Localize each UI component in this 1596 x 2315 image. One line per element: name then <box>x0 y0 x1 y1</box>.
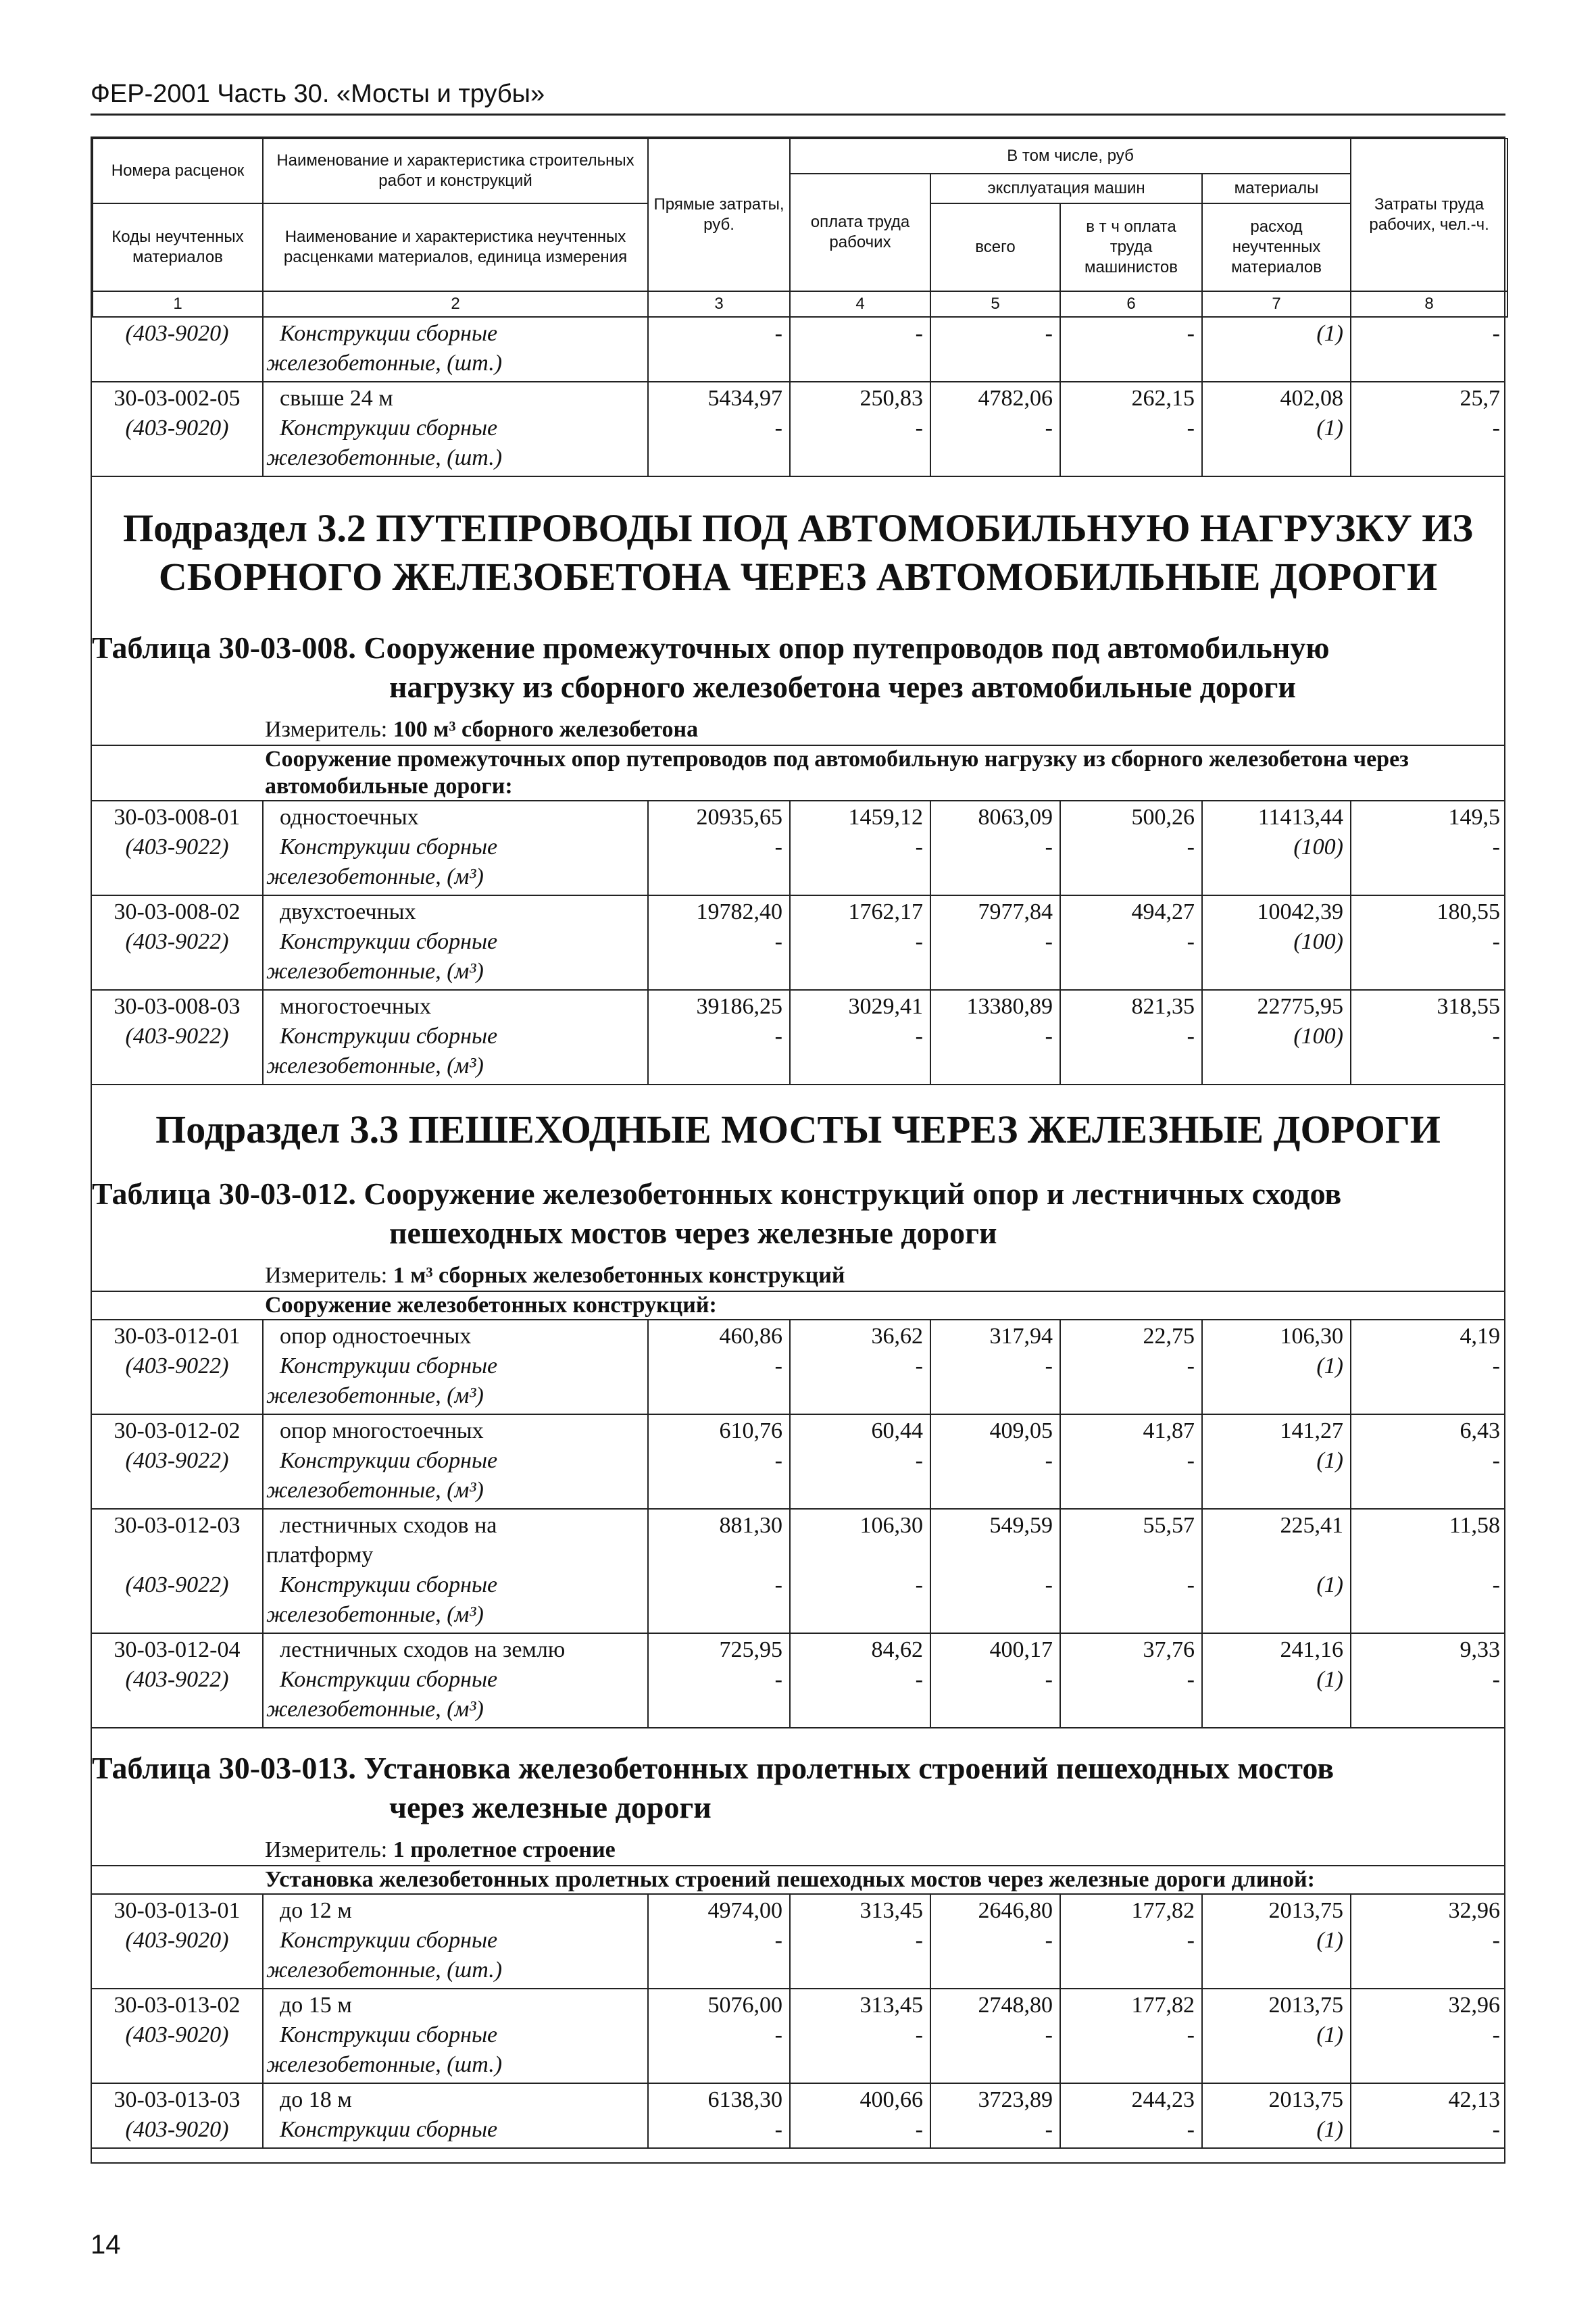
column-divider <box>262 382 264 476</box>
value-cell: - <box>1492 1667 1500 1692</box>
colnum-5: 5 <box>930 291 1060 317</box>
value-cell: 7977,84 <box>978 899 1053 924</box>
materials-header: материалы <box>1202 174 1351 203</box>
measure-value: 100 м³ сборного железобетона <box>393 717 699 742</box>
material-unit: железобетонные, (м³) <box>266 1383 484 1408</box>
group-header: Установка железобетонных пролетных строений пешеходных мостов через железные дороги длиной: <box>92 1865 1504 1895</box>
col1-top: Номера расценок <box>93 139 263 203</box>
material-name: Конструкции сборные <box>280 416 498 441</box>
value-cell: 881,30 <box>719 1513 782 1538</box>
value-cell: (1) <box>1316 1667 1343 1692</box>
measure-line <box>92 715 1504 745</box>
value-cell: 1459,12 <box>848 805 923 830</box>
value-cell: 180,55 <box>1437 899 1500 924</box>
value-cell: 25,7 <box>1460 386 1500 411</box>
value-cell: - <box>1045 2022 1053 2047</box>
value-cell: 9,33 <box>1460 1637 1500 1662</box>
value-cell: - <box>915 416 923 441</box>
measure-label: Измеритель: <box>265 717 393 742</box>
value-cell: - <box>774 929 782 954</box>
value-cell: - <box>1045 1353 1053 1378</box>
value-cell: - <box>1492 1572 1500 1597</box>
value-cell: 141,27 <box>1280 1418 1343 1443</box>
document-body <box>92 318 1504 2149</box>
value-cell: 262,15 <box>1131 386 1195 411</box>
value-cell: - <box>1045 835 1053 860</box>
value-cell: (100) <box>1293 835 1343 860</box>
column-header-table <box>92 138 1508 318</box>
material-unit: железобетонные, (м³) <box>266 1602 484 1627</box>
material-name: Конструкции сборные <box>280 835 498 860</box>
value-cell: - <box>1492 321 1500 346</box>
value-cell: - <box>1045 321 1053 346</box>
value-cell: 3029,41 <box>848 994 923 1019</box>
value-cell: 8063,09 <box>978 805 1053 830</box>
colnum-3: 3 <box>648 291 790 317</box>
measure-label: Измеритель: <box>265 1263 393 1288</box>
material-name: Конструкции сборные <box>280 2117 498 2142</box>
work-name: лестничных сходов на <box>280 1513 497 1538</box>
value-cell: 84,62 <box>871 1637 923 1662</box>
spacer <box>92 601 1504 628</box>
table-row <box>92 1634 1504 1728</box>
table-title-line1: Таблица 30-03-008. Сооружение промежуточных опор путепроводов под автомобильную <box>92 630 1330 665</box>
page-number: 14 <box>91 2230 121 2260</box>
value-cell: - <box>1187 1572 1195 1597</box>
value-cell: - <box>1492 416 1500 441</box>
value-cell: (100) <box>1293 1024 1343 1049</box>
value-cell: - <box>774 1572 782 1597</box>
table-row <box>92 1415 1504 1510</box>
material-unit: железобетонные, (м³) <box>266 864 484 889</box>
value-cell: 313,45 <box>859 1898 923 1923</box>
value-cell: (1) <box>1316 1448 1343 1473</box>
value-cell: (1) <box>1316 1572 1343 1597</box>
material-name: Конструкции сборные <box>280 1572 498 1597</box>
material-code: (403-9022) <box>125 1448 229 1473</box>
column-divider <box>262 1320 264 1414</box>
value-cell: 241,16 <box>1280 1637 1343 1662</box>
material-name: Конструкции сборные <box>280 1353 498 1378</box>
value-cell: 4782,06 <box>978 386 1053 411</box>
table-title-line2: нагрузку из сборного железобетона через автомобильные дороги <box>389 670 1296 704</box>
value-cell: - <box>1045 1024 1053 1049</box>
value-cell: (1) <box>1316 321 1343 346</box>
material-unit: железобетонные, (шт.) <box>266 2052 503 2077</box>
spacer <box>92 1253 1504 1261</box>
value-cell: - <box>774 2117 782 2142</box>
column-divider <box>262 801 264 895</box>
value-cell: - <box>774 416 782 441</box>
col2-top: Наименование и характеристика строительных работ и конструкций <box>263 139 648 203</box>
table-row <box>92 1895 1504 1989</box>
rate-code: 30-03-012-01 <box>114 1324 241 1349</box>
value-cell: - <box>1492 929 1500 954</box>
value-cell: - <box>915 835 923 860</box>
value-cell: 32,96 <box>1448 1993 1500 2018</box>
header-rule <box>91 114 1505 116</box>
value-cell: 22775,95 <box>1257 994 1343 1019</box>
table-title-line2: через железные дороги <box>389 1790 712 1824</box>
value-cell: - <box>1492 1353 1500 1378</box>
value-cell: 106,30 <box>1280 1324 1343 1349</box>
rate-code: 30-03-012-03 <box>114 1513 241 1538</box>
value-cell: 106,30 <box>859 1513 923 1538</box>
value-cell: 2646,80 <box>978 1898 1053 1923</box>
material-code: (403-9022) <box>125 1572 229 1597</box>
subsection-title: Подраздел 3.2 ПУТЕПРОВОДЫ ПОД АВТОМОБИЛЬНУЮ НАГРУЗКУ ИЗ СБОРНОГО ЖЕЛЕЗОБЕТОНА ЧЕРЕЗ АВТОМОБИЛЬНЫЕ ДОРОГИ <box>123 506 1473 599</box>
col3-header: Прямые затраты, руб. <box>648 139 790 291</box>
value-cell: - <box>774 1928 782 1953</box>
value-cell: (1) <box>1316 2022 1343 2047</box>
col8-header: Затраты труда рабочих, чел.-ч. <box>1351 139 1507 291</box>
value-cell: 10042,39 <box>1257 899 1343 924</box>
value-cell: - <box>1045 929 1053 954</box>
value-cell: 177,82 <box>1131 1993 1195 2018</box>
value-cell: 2013,75 <box>1268 1993 1343 2018</box>
col2-bottom: Наименование и характеристика неучтенных расценками материалов, единица измерения <box>263 203 648 291</box>
table-row <box>92 2084 1504 2149</box>
value-cell: 500,26 <box>1131 805 1195 830</box>
value-cell: 2013,75 <box>1268 2087 1343 2112</box>
column-divider <box>262 1895 264 1988</box>
measure-value: 1 м³ сборных железобетонных конструкций <box>393 1263 845 1288</box>
spacer <box>92 1827 1504 1835</box>
work-name: свыше 24 м <box>280 386 393 411</box>
col5-header: всего <box>930 203 1060 291</box>
material-unit: железобетонные, (м³) <box>266 959 484 984</box>
value-cell: - <box>1187 929 1195 954</box>
value-cell: - <box>915 2022 923 2047</box>
colnum-8: 8 <box>1351 291 1507 317</box>
value-cell: - <box>915 1448 923 1473</box>
material-code: (403-9022) <box>125 1667 229 1692</box>
column-divider <box>262 896 264 989</box>
value-cell: - <box>774 1024 782 1049</box>
table-row <box>92 1320 1504 1415</box>
spacer <box>92 1085 1504 1105</box>
value-cell: 313,45 <box>859 1993 923 2018</box>
work-name-cont: платформу <box>266 1543 374 1568</box>
value-cell: 725,95 <box>719 1637 782 1662</box>
table-008-title <box>92 628 1504 707</box>
group-header: Сооружение промежуточных опор путепроводов под автомобильную нагрузку из сборного железобетона через автомобильные дороги: <box>92 745 1504 801</box>
value-cell: 6,43 <box>1460 1418 1500 1443</box>
column-divider <box>262 1989 264 2083</box>
value-cell: 11,58 <box>1449 1513 1500 1538</box>
value-cell: 225,41 <box>1280 1513 1343 1538</box>
value-cell: - <box>1187 2117 1195 2142</box>
material-code: (403-9020) <box>125 1928 229 1953</box>
work-name: до 18 м <box>280 2087 352 2112</box>
value-cell: 494,27 <box>1131 899 1195 924</box>
value-cell: 409,05 <box>989 1418 1053 1443</box>
table-title-line1: Таблица 30-03-012. Сооружение железобетонных конструкций опор и лестничных сходов <box>92 1176 1342 1211</box>
rate-code: 30-03-008-01 <box>114 805 241 830</box>
value-cell: - <box>1492 1024 1500 1049</box>
value-cell: - <box>915 929 923 954</box>
rate-code: 30-03-013-01 <box>114 1898 241 1923</box>
value-cell: - <box>1492 1448 1500 1473</box>
work-name: опор одностоечных <box>280 1324 472 1349</box>
value-cell: 5434,97 <box>707 386 782 411</box>
value-cell: 250,83 <box>859 386 923 411</box>
material-unit: железобетонные, (м³) <box>266 1697 484 1722</box>
measure-value: 1 пролетное строение <box>393 1837 616 1862</box>
table-title-line2: пешеходных мостов через железные дороги <box>389 1216 997 1250</box>
material-name: Конструкции сборные <box>280 2022 498 2047</box>
material-unit: железобетонные, (шт.) <box>266 445 503 470</box>
column-divider <box>262 1415 264 1508</box>
material-name: Конструкции сборные <box>280 1448 498 1473</box>
table-title-line1: Таблица 30-03-013. Установка железобетонных пролетных строений пешеходных мостов <box>92 1751 1335 1785</box>
value-cell: 3723,89 <box>978 2087 1053 2112</box>
column-divider <box>262 991 264 1084</box>
material-code: (403-9022) <box>125 929 229 954</box>
value-cell: 37,76 <box>1143 1637 1195 1662</box>
spacer <box>92 1728 1504 1749</box>
material-code: (403-9022) <box>125 1024 229 1049</box>
value-cell: - <box>774 321 782 346</box>
spacer <box>92 707 1504 715</box>
value-cell: 32,96 <box>1448 1898 1500 1923</box>
value-cell: 610,76 <box>719 1418 782 1443</box>
value-cell: 2013,75 <box>1268 1898 1343 1923</box>
material-name: Конструкции сборные <box>280 321 498 346</box>
work-name: опор многостоечных <box>280 1418 484 1443</box>
table-013-title <box>92 1749 1504 1827</box>
table-row <box>92 382 1504 477</box>
value-cell: - <box>774 2022 782 2047</box>
value-cell: - <box>915 1572 923 1597</box>
value-cell: - <box>1187 1928 1195 1953</box>
material-name: Конструкции сборные <box>280 929 498 954</box>
value-cell: 177,82 <box>1131 1898 1195 1923</box>
value-cell: - <box>915 1024 923 1049</box>
value-cell: - <box>1187 1024 1195 1049</box>
work-name: до 15 м <box>280 1993 352 2018</box>
material-code: (403-9020) <box>125 2117 229 2142</box>
value-cell: - <box>1187 1448 1195 1473</box>
value-cell: - <box>1045 2117 1053 2142</box>
value-cell: 318,55 <box>1437 994 1500 1019</box>
material-name: Конструкции сборные <box>280 1667 498 1692</box>
spacer <box>92 1154 1504 1174</box>
work-name: лестничных сходов на землю <box>280 1637 566 1662</box>
value-cell: (1) <box>1316 416 1343 441</box>
value-cell: (1) <box>1316 1928 1343 1953</box>
measure-line <box>92 1835 1504 1865</box>
colnum-2: 2 <box>263 291 648 317</box>
value-cell: (100) <box>1293 929 1343 954</box>
value-cell: - <box>774 1353 782 1378</box>
value-cell: 402,08 <box>1280 386 1343 411</box>
rate-code: 30-03-012-04 <box>114 1637 241 1662</box>
measure-line <box>92 1261 1504 1291</box>
value-cell: 149,5 <box>1448 805 1500 830</box>
material-unit: железобетонные, (шт.) <box>266 351 503 376</box>
work-name: до 12 м <box>280 1898 352 1923</box>
rate-code: 30-03-013-03 <box>114 2087 241 2112</box>
col1-bottom: Коды неучтенных материалов <box>93 203 263 291</box>
colnum-7: 7 <box>1202 291 1351 317</box>
value-cell: - <box>1187 835 1195 860</box>
value-cell: 460,86 <box>719 1324 782 1349</box>
value-cell: (1) <box>1316 2117 1343 2142</box>
rate-code: 30-03-008-02 <box>114 899 241 924</box>
value-cell: - <box>774 1667 782 1692</box>
value-cell: - <box>774 835 782 860</box>
col6-header: в т ч оплата труда машинистов <box>1060 203 1202 291</box>
table-012-title <box>92 1174 1504 1253</box>
column-divider <box>262 1510 264 1633</box>
value-cell: 6138,30 <box>707 2087 782 2112</box>
value-cell: 2748,80 <box>978 1993 1053 2018</box>
material-unit: железобетонные, (м³) <box>266 1053 484 1078</box>
value-cell: - <box>774 1448 782 1473</box>
value-cell: - <box>1187 416 1195 441</box>
material-code: (403-9022) <box>125 835 229 860</box>
work-name: двухстоечных <box>280 899 416 924</box>
material-code: (403-9020) <box>125 2022 229 2047</box>
value-cell: 4974,00 <box>707 1898 782 1923</box>
value-cell: 1762,17 <box>848 899 923 924</box>
work-name: одностоечных <box>280 805 419 830</box>
value-cell: 244,23 <box>1131 2087 1195 2112</box>
value-cell: 55,57 <box>1143 1513 1195 1538</box>
material-unit: железобетонные, (шт.) <box>266 1958 503 1983</box>
rate-code: 30-03-013-02 <box>114 1993 241 2018</box>
value-cell: - <box>1187 1667 1195 1692</box>
value-cell: - <box>915 1353 923 1378</box>
value-cell: (1) <box>1316 1353 1343 1378</box>
value-cell: - <box>1045 1448 1053 1473</box>
value-cell: - <box>1045 1572 1053 1597</box>
value-cell: - <box>915 1928 923 1953</box>
work-name: многостоечных <box>280 994 431 1019</box>
table-row <box>92 991 1504 1085</box>
value-cell: 549,59 <box>989 1513 1053 1538</box>
colnum-6: 6 <box>1060 291 1202 317</box>
value-cell: 13380,89 <box>966 994 1053 1019</box>
value-cell: 42,13 <box>1448 2087 1500 2112</box>
colnum-4: 4 <box>790 291 930 317</box>
value-cell: - <box>915 2117 923 2142</box>
material-name: Конструкции сборные <box>280 1928 498 1953</box>
value-cell: - <box>1492 835 1500 860</box>
value-cell: - <box>1045 1667 1053 1692</box>
table-row <box>92 318 1504 382</box>
value-cell: 11413,44 <box>1257 805 1343 830</box>
table-row <box>92 1510 1504 1634</box>
value-cell: 5076,00 <box>707 1993 782 2018</box>
spacer <box>92 477 1504 504</box>
value-cell: - <box>915 321 923 346</box>
document-frame <box>91 136 1505 2164</box>
subsection-title: Подраздел 3.3 ПЕШЕХОДНЫЕ МОСТЫ ЧЕРЕЗ ЖЕЛЕЗНЫЕ ДОРОГИ <box>155 1107 1441 1151</box>
rate-code: 30-03-002-05 <box>114 386 241 411</box>
value-cell: - <box>1492 1928 1500 1953</box>
material-code: (403-9022) <box>125 1353 229 1378</box>
colnum-1: 1 <box>93 291 263 317</box>
incl-header: В том числе, руб <box>790 139 1351 174</box>
value-cell: 400,17 <box>989 1637 1053 1662</box>
value-cell: - <box>1187 321 1195 346</box>
value-cell: 19782,40 <box>696 899 782 924</box>
material-code: (403-9020) <box>125 321 229 346</box>
value-cell: 39186,25 <box>696 994 782 1019</box>
column-divider <box>262 318 264 381</box>
table-row <box>92 1989 1504 2084</box>
value-cell: - <box>1045 416 1053 441</box>
value-cell: 400,66 <box>859 2087 923 2112</box>
value-cell: - <box>1492 2117 1500 2142</box>
value-cell: - <box>1492 2022 1500 2047</box>
value-cell: - <box>915 1667 923 1692</box>
value-cell: 41,87 <box>1143 1418 1195 1443</box>
material-unit: железобетонные, (м³) <box>266 1478 484 1503</box>
col7-header: расход неучтенных материалов <box>1202 203 1351 291</box>
value-cell: 317,94 <box>989 1324 1053 1349</box>
rate-code: 30-03-012-02 <box>114 1418 241 1443</box>
col4-header: оплата труда рабочих <box>790 174 930 291</box>
page-header: ФЕР-2001 Часть 30. «Мосты и трубы» <box>91 80 545 108</box>
machines-header: эксплуатация машин <box>930 174 1202 203</box>
value-cell: - <box>1187 1353 1195 1378</box>
rate-code: 30-03-008-03 <box>114 994 241 1019</box>
table-row <box>92 896 1504 991</box>
value-cell: 4,19 <box>1460 1324 1500 1349</box>
value-cell: 821,35 <box>1131 994 1195 1019</box>
value-cell: - <box>1187 2022 1195 2047</box>
column-divider <box>262 2084 264 2147</box>
material-code: (403-9020) <box>125 416 229 441</box>
value-cell: 22,75 <box>1143 1324 1195 1349</box>
group-header: Сооружение железобетонных конструкций: <box>92 1291 1504 1320</box>
material-name: Конструкции сборные <box>280 1024 498 1049</box>
value-cell: 36,62 <box>871 1324 923 1349</box>
value-cell: - <box>1045 1928 1053 1953</box>
measure-label: Измеритель: <box>265 1837 393 1862</box>
table-row <box>92 801 1504 896</box>
value-cell: 20935,65 <box>696 805 782 830</box>
column-divider <box>262 1634 264 1727</box>
value-cell: 60,44 <box>871 1418 923 1443</box>
